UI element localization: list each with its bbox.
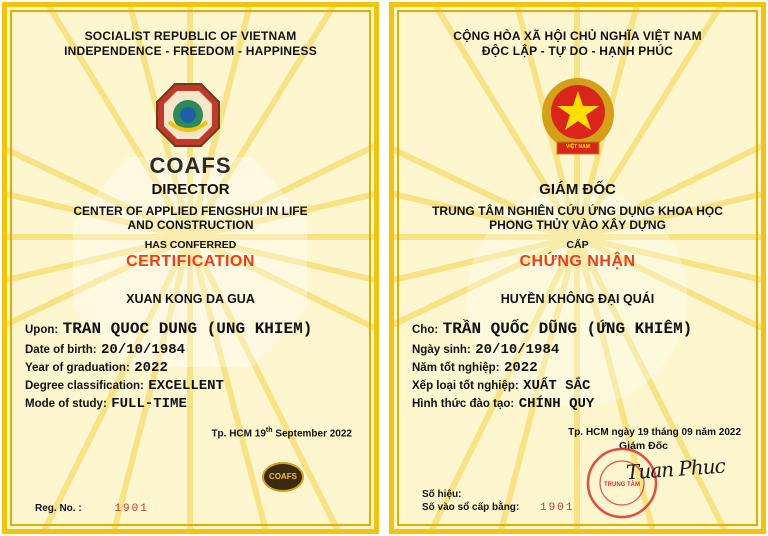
header-motto: INDEPENDENCE - FREEDOM - HAPPINESS — [64, 44, 317, 58]
issue-date: Tp. HCM ngày 19 tháng 09 năm 2022 — [568, 427, 741, 438]
emblem-ribbon-text: VIỆT NAM — [566, 144, 590, 150]
coafs-logo-icon — [155, 82, 221, 148]
course-name: HUYỀN KHÔNG ĐẠI QUÁI — [500, 292, 655, 306]
certificate-english — [2, 2, 379, 534]
field-graduation-year: Year of graduation: 2022 — [25, 360, 168, 376]
field-dob: Date of birth: 20/10/1984 — [25, 342, 186, 358]
red-stamp-icon — [584, 445, 660, 521]
header-country: SOCIALIST REPUBLIC OF VIETNAM — [84, 29, 297, 43]
header-country: CỘNG HÒA XÃ HỘI CHỦ NGHĨA VIỆT NAM — [453, 29, 702, 43]
course-name: XUAN KONG DA GUA — [126, 292, 255, 306]
signature: Tuan Phuc — [625, 453, 726, 485]
center-name-line1: TRUNG TÂM NGHIÊN CỨU ỨNG DỤNG KHOA HỌC — [432, 204, 723, 218]
certification-heading: CERTIFICATION — [126, 253, 255, 270]
certificate-vietnamese — [389, 2, 766, 534]
center-name-line2: PHONG THỦY VÀO XÂY DỰNG — [489, 218, 666, 232]
header-motto: ĐỘC LẬP - TỰ DO - HẠNH PHÚC — [481, 44, 674, 58]
conferred-text: CẤP — [566, 239, 589, 251]
field-dob: Ngày sinh: 20/10/1984 — [412, 342, 560, 358]
issue-date: Tp. HCM 19th September 2022 — [211, 427, 352, 440]
conferred-text: HAS CONFERRED — [144, 239, 237, 251]
center-name-line1: CENTER OF APPLIED FENGSHUI IN LIFE — [73, 204, 308, 218]
signer-title: Giám Đốc — [619, 440, 669, 452]
registration-number: Reg. No. : 1901 — [35, 503, 149, 515]
serial-number-label: Số hiệu: — [422, 489, 462, 500]
svg-text:TRUNG TÂM: TRUNG TÂM — [604, 482, 640, 488]
center-name-line2: AND CONSTRUCTION — [127, 218, 254, 232]
book-number: Số vào sổ cấp bằng: 1901 — [422, 502, 575, 514]
title: DIRECTOR — [151, 181, 230, 198]
field-classification: Degree classification: EXCELLENT — [25, 378, 224, 394]
field-mode-of-study: Mode of study: FULL-TIME — [25, 396, 187, 412]
field-mode-of-study: Hình thức đào tạo: CHÍNH QUY — [412, 396, 595, 412]
field-graduation-year: Năm tốt nghiệp: 2022 — [412, 360, 538, 376]
title: GIÁM ĐỐC — [539, 181, 616, 198]
field-upon: Cho: TRẦN QUỐC DŨNG (ỨNG KHIÊM) — [412, 320, 693, 338]
field-upon: Upon: TRAN QUOC DUNG (UNG KHIEM) — [25, 320, 313, 338]
org-logo-text: COAFS — [149, 153, 232, 178]
field-classification: Xếp loại tốt nghiệp: XUẤT SẮC — [412, 378, 591, 394]
certification-heading: CHỨNG NHẬN — [519, 253, 636, 270]
coafs-seal-icon: COAFS — [262, 462, 304, 492]
